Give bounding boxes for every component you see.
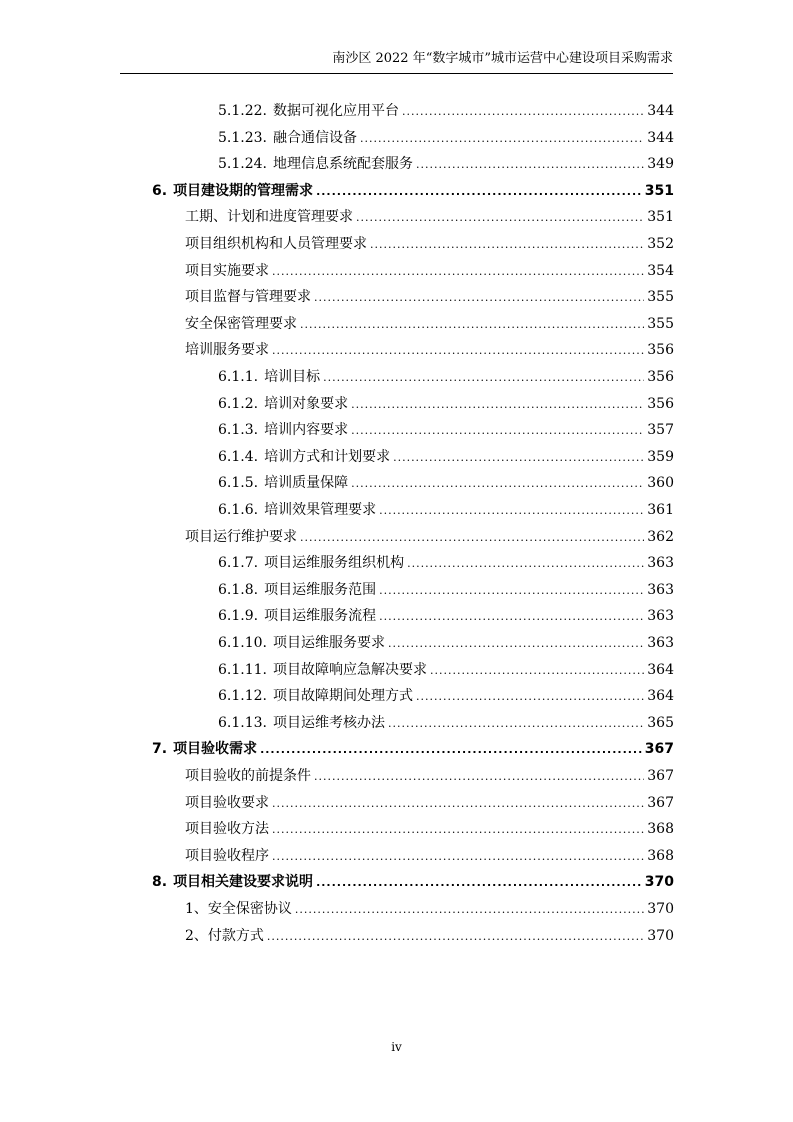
toc-entry-number: 6.1.11. bbox=[218, 661, 267, 678]
toc-dot-leader bbox=[267, 924, 644, 950]
toc-dot-leader bbox=[379, 578, 644, 604]
toc-entry[interactable] bbox=[218, 470, 674, 496]
toc-entry[interactable] bbox=[185, 763, 674, 789]
toc-entry[interactable] bbox=[218, 657, 674, 683]
toc-entry-title: 项目组织机构和人员管理要求 bbox=[185, 236, 367, 252]
toc-entry-page: 349 bbox=[647, 156, 674, 173]
toc-entry-page: 355 bbox=[647, 315, 674, 332]
toc-dot-leader bbox=[272, 844, 644, 870]
toc-entry-number: 6.1.5. bbox=[218, 475, 259, 492]
toc-entry[interactable] bbox=[185, 843, 674, 869]
toc-entry-title: 项目运维服务组织机构 bbox=[264, 555, 405, 572]
toc-entry-title: 1、安全保密协议 bbox=[185, 901, 292, 917]
toc-entry-number: 5.1.23. bbox=[218, 129, 267, 146]
toc-entry-title: 项目验收需求 bbox=[173, 741, 258, 758]
toc-dot-leader bbox=[379, 498, 644, 524]
toc-entry-title: 培训质量保障 bbox=[264, 475, 349, 492]
toc-entry[interactable] bbox=[218, 577, 674, 603]
toc-entry[interactable] bbox=[152, 736, 674, 762]
toc-entry-number: 6. bbox=[152, 182, 168, 199]
toc-dot-leader bbox=[316, 870, 642, 896]
toc-entry-page: 370 bbox=[647, 901, 674, 917]
toc-dot-leader bbox=[356, 205, 644, 231]
toc-entry-number: 8. bbox=[152, 874, 168, 891]
toc-entry-page: 362 bbox=[647, 528, 674, 545]
toc-dot-leader bbox=[370, 232, 644, 258]
toc-entry[interactable] bbox=[218, 683, 674, 709]
toc-entry[interactable] bbox=[218, 444, 674, 470]
toc-entry-title: 项目验收要求 bbox=[185, 794, 269, 811]
toc-dot-leader bbox=[300, 312, 644, 338]
toc-entry-title: 数据可视化应用平台 bbox=[272, 103, 399, 119]
toc-entry[interactable] bbox=[218, 630, 674, 656]
toc-entry-page: 370 bbox=[647, 927, 674, 944]
toc-entry-page: 351 bbox=[644, 182, 674, 199]
toc-entry[interactable] bbox=[218, 550, 674, 576]
toc-dot-leader bbox=[272, 791, 644, 817]
toc-entry-title: 项目建设期的管理需求 bbox=[173, 182, 314, 199]
toc-entry-page: 368 bbox=[647, 821, 674, 838]
toc-entry-number: 5.1.24. bbox=[218, 156, 267, 173]
toc-entry-title: 项目相关建设要求说明 bbox=[173, 874, 314, 891]
toc-entry[interactable] bbox=[218, 391, 674, 417]
toc-dot-leader bbox=[323, 365, 644, 391]
toc-entry-page: 359 bbox=[647, 448, 674, 465]
toc-entry[interactable] bbox=[218, 125, 674, 151]
toc-entry-title: 项目运维服务流程 bbox=[264, 608, 377, 625]
toc-entry-number: 6.1.10. bbox=[218, 635, 267, 651]
toc-dot-leader bbox=[272, 259, 644, 285]
toc-entry-page: 352 bbox=[647, 236, 674, 252]
toc-entry[interactable] bbox=[218, 603, 674, 629]
toc-entry-number: 5.1.22. bbox=[218, 103, 267, 119]
toc-entry[interactable] bbox=[185, 896, 674, 922]
toc-entry-page: 361 bbox=[647, 502, 674, 518]
toc-entry-page: 368 bbox=[647, 847, 674, 864]
toc-entry[interactable] bbox=[218, 98, 674, 124]
toc-entry-number: 6.1.12. bbox=[218, 688, 267, 705]
toc-entry-number: 6.1.3. bbox=[218, 422, 259, 439]
toc-entry[interactable] bbox=[185, 258, 674, 284]
toc-entry-number: 6.1.8. bbox=[218, 581, 259, 598]
toc-entry-page: 351 bbox=[647, 209, 674, 226]
toc-entry-number: 6.1.4. bbox=[218, 448, 259, 465]
toc-entry[interactable] bbox=[185, 231, 674, 257]
toc-entry[interactable] bbox=[185, 337, 674, 363]
toc-dot-leader bbox=[351, 418, 644, 444]
toc-entry-page: 363 bbox=[647, 581, 674, 598]
toc-entry-title: 培训目标 bbox=[264, 369, 321, 385]
toc-entry-number: 6.1.2. bbox=[218, 395, 259, 412]
toc-dot-leader bbox=[272, 817, 644, 843]
toc-entry-page: 365 bbox=[647, 714, 674, 731]
toc-entry-title: 培训内容要求 bbox=[264, 422, 349, 439]
toc-dot-leader bbox=[393, 445, 644, 471]
toc-dot-leader bbox=[402, 99, 644, 125]
toc-entry-page: 370 bbox=[644, 874, 674, 891]
toc-dot-leader bbox=[295, 897, 644, 923]
toc-entry-page: 363 bbox=[647, 555, 674, 572]
toc-dot-leader bbox=[430, 658, 644, 684]
toc-dot-leader bbox=[314, 764, 644, 790]
toc-dot-leader bbox=[314, 285, 644, 311]
toc-entry-page: 344 bbox=[647, 103, 674, 119]
toc-entry[interactable] bbox=[218, 364, 674, 390]
toc-entry-page: 364 bbox=[647, 661, 674, 678]
toc-entry-title: 项目运维服务范围 bbox=[264, 581, 377, 598]
toc-dot-leader bbox=[388, 711, 644, 737]
toc-entry-page: 367 bbox=[644, 741, 674, 758]
toc-entry-page: 367 bbox=[647, 768, 674, 784]
toc-entry-title: 项目监督与管理要求 bbox=[185, 289, 311, 306]
toc-entry-number: 6.1.13. bbox=[218, 714, 267, 731]
toc-entry-title: 工期、计划和进度管理要求 bbox=[185, 209, 353, 226]
toc-entry-page: 356 bbox=[647, 395, 674, 412]
toc-dot-leader bbox=[351, 471, 644, 497]
page-number: iv bbox=[391, 1040, 402, 1054]
toc-entry-title: 项目验收程序 bbox=[185, 847, 269, 864]
toc-entry[interactable] bbox=[218, 151, 674, 177]
toc-dot-leader bbox=[388, 631, 644, 657]
toc-entry-page: 363 bbox=[647, 608, 674, 625]
toc-entry-page: 356 bbox=[647, 369, 674, 385]
toc-entry-page: 360 bbox=[647, 475, 674, 492]
toc-dot-leader bbox=[316, 179, 642, 205]
toc-entry[interactable] bbox=[185, 311, 674, 337]
toc-entry[interactable] bbox=[185, 524, 674, 550]
toc-entry-title: 项目运维服务要求 bbox=[272, 635, 385, 651]
toc-dot-leader bbox=[300, 525, 644, 551]
toc-entry-title: 项目验收的前提条件 bbox=[185, 768, 311, 784]
toc-entry[interactable] bbox=[185, 284, 674, 310]
toc-entry-title: 培训服务要求 bbox=[185, 342, 269, 359]
toc-entry-title: 项目运行维护要求 bbox=[185, 528, 297, 545]
toc-entry-page: 364 bbox=[647, 688, 674, 705]
toc-entry-title: 2、付款方式 bbox=[185, 927, 264, 944]
toc-entry-number: 6.1.7. bbox=[218, 555, 259, 572]
toc-entry[interactable] bbox=[185, 204, 674, 230]
toc-entry-page: 363 bbox=[647, 635, 674, 651]
toc-entry-number: 7. bbox=[152, 741, 168, 758]
toc-entry[interactable] bbox=[218, 417, 674, 443]
toc-entry-title: 培训对象要求 bbox=[264, 395, 349, 412]
toc-entry[interactable] bbox=[152, 178, 674, 204]
toc-entry[interactable] bbox=[185, 923, 674, 949]
toc-entry-number: 6.1.6. bbox=[218, 502, 259, 518]
toc-entry[interactable] bbox=[185, 790, 674, 816]
toc-entry-number: 6.1.9. bbox=[218, 608, 259, 625]
toc-entry[interactable] bbox=[218, 497, 674, 523]
toc-entry-number: 6.1.1. bbox=[218, 369, 259, 385]
toc-entry-page: 367 bbox=[647, 794, 674, 811]
toc-entry-page: 355 bbox=[647, 289, 674, 306]
toc-entry-page: 356 bbox=[647, 342, 674, 359]
toc-entry-page: 344 bbox=[647, 129, 674, 146]
toc-entry-title: 项目故障期间处理方式 bbox=[272, 688, 413, 705]
toc-entry-page: 354 bbox=[647, 262, 674, 279]
toc-entry-title: 项目验收方法 bbox=[185, 821, 269, 838]
toc-entry-title: 项目运维考核办法 bbox=[272, 714, 385, 731]
header-rule bbox=[120, 73, 673, 74]
toc-entry-title: 安全保密管理要求 bbox=[185, 315, 297, 332]
toc-entry-title: 融合通信设备 bbox=[272, 129, 357, 146]
toc-entry-title: 地理信息系统配套服务 bbox=[272, 156, 413, 173]
toc-dot-leader bbox=[360, 126, 644, 152]
toc-entry-title: 项目实施要求 bbox=[185, 262, 269, 279]
toc-entry-title: 培训方式和计划要求 bbox=[264, 448, 391, 465]
toc-dot-leader bbox=[379, 604, 644, 630]
toc-entry[interactable] bbox=[152, 869, 674, 895]
toc-entry[interactable] bbox=[185, 816, 674, 842]
toc-dot-leader bbox=[272, 338, 644, 364]
toc-entry-page: 357 bbox=[647, 422, 674, 439]
toc-dot-leader bbox=[351, 392, 644, 418]
toc-entry[interactable] bbox=[218, 710, 674, 736]
toc-dot-leader bbox=[416, 684, 644, 710]
toc-entry-title: 项目故障响应急解决要求 bbox=[272, 661, 427, 678]
toc-entry-title: 培训效果管理要求 bbox=[264, 502, 377, 518]
toc-dot-leader bbox=[416, 152, 644, 178]
toc-dot-leader bbox=[260, 737, 642, 763]
toc-dot-leader bbox=[407, 551, 644, 577]
running-header: 南沙区 2022 年“数字城市”城市运营中心建设项目采购需求 bbox=[332, 51, 673, 66]
